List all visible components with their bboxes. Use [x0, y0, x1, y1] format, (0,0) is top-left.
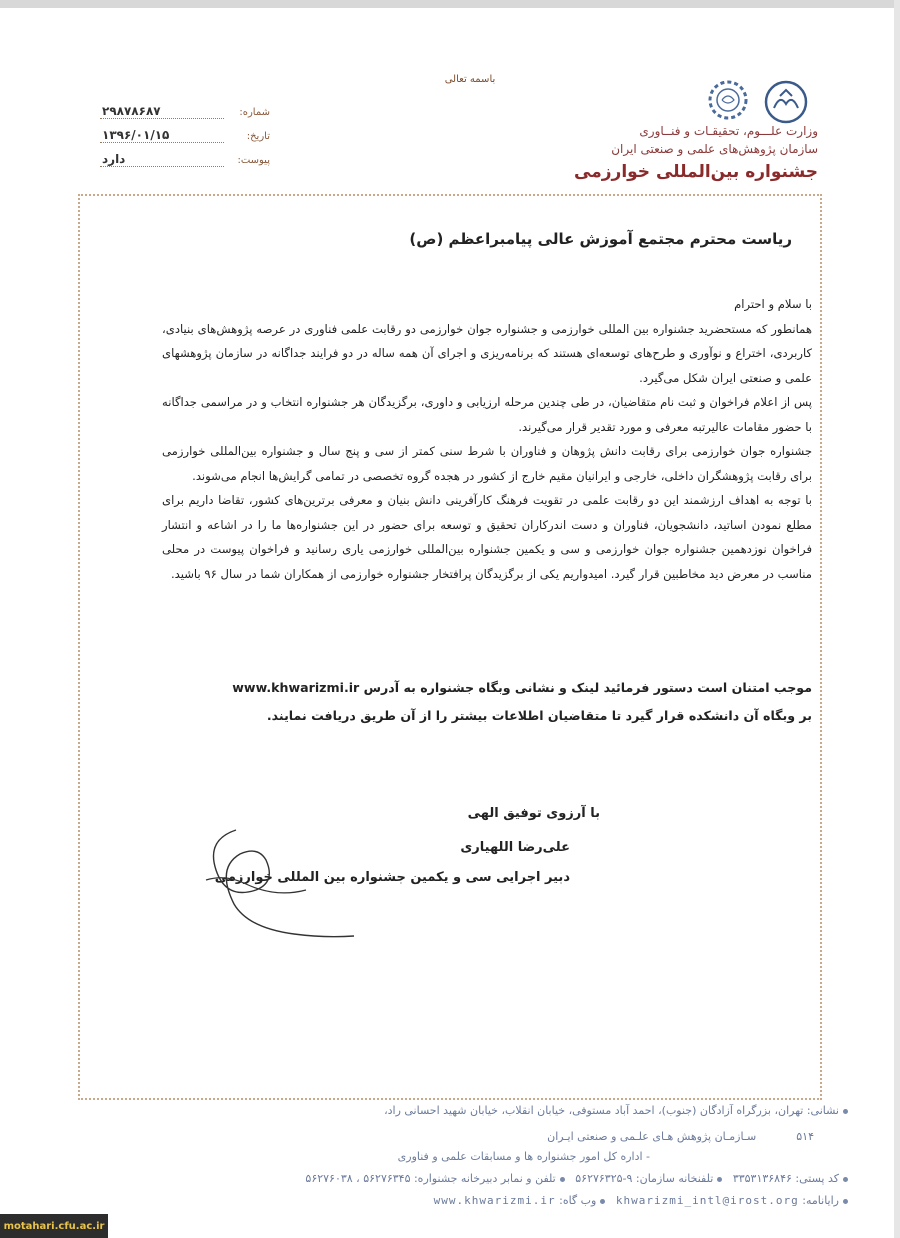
- greeting: با سلام و احترام: [734, 297, 812, 311]
- paragraph-2: پس از اعلام فراخوان و ثبت نام متقاضیان، در طی چندین مرحله ارزیابی و داوری، برگزیدگان هر جشنواره انتخاب و در مراسمی جداگانه با حضور مقامات عالیرتبه معرفی و مورد تقدیر قرار می‌گیرند.: [162, 395, 812, 434]
- festival-name: جشنواره بین‌المللی خوارزمی: [574, 162, 818, 182]
- number-value: ۲۹۸۷۸۶۸۷: [100, 104, 224, 119]
- request-line-1: موجب امتنان است دستور فرمائید لینک و نشانی وبگاه جشنواره به آدرس www.khwarizmi.ir: [232, 680, 812, 695]
- closing-line: با آرزوی توفیق الهی: [467, 806, 600, 821]
- address-line: نشانی: تهران، بزرگراه آزادگان (جنوب)، احمد آباد مستوفی، خیابان انقلاب، خیابان شهید احسانی راد،: [384, 1104, 848, 1117]
- request-paragraph: [152, 674, 812, 730]
- letter-body: [162, 292, 812, 586]
- bullet-icon: [843, 1109, 848, 1114]
- bullet-icon: [717, 1177, 722, 1182]
- date-value: ۱۳۹۶/۰۱/۱۵: [100, 128, 224, 143]
- scan-top-edge: [0, 0, 900, 8]
- bismillah-heading: باسمه تعالی: [444, 74, 496, 85]
- cogwheel-logo-icon: [710, 82, 746, 118]
- request-line-2: بر وبگاه آن دانشکده قرار گیرد تا متقاضیان اطلاعات بیشتر را از آن طریق دریافت نمایند.: [266, 708, 812, 723]
- scan-right-edge: [894, 0, 900, 1238]
- attachment-row: [100, 152, 270, 176]
- bullet-icon: [843, 1177, 848, 1182]
- attachment-value: دارد: [100, 152, 224, 167]
- email-web-line: رایانامه: khwarizmi_intl@irost.org وب گاه: www.khwarizmi.ir: [434, 1194, 848, 1207]
- address-continued: ۵۱۴سـازمـان پژوهش هـای علـمی و صنعتی ایـران: [547, 1130, 814, 1143]
- signer-title: دبیر اجرایی سی و یکمین جشنواره بین المللی خوارزمی: [214, 870, 570, 885]
- paragraph-4: با توجه به اهداف ارزشمند این دو رقابت علمی در تقویت فرهنگ کارآفرینی دانش بنیان و معرفی برترین‌های کشور، تقاضا داریم برای مطلع نمودن اساتید، دانشجویان، فناوران و دست اندرکاران تحقیق و توسعه برای حضور در این جشنواره‌ها ما را در اشاعه و انتشار فراخوان نوزدهمین جشنواره جوان خوارزمی و سی و یکمین جشنواره بین‌المللی خوارزمی یاری رسانید و فراخوان پیوست در محلی مناسب در معرض دید مخاطبین قرار گیرد. امیدواریم یکی از برگزیدگان پرافتخار جشنواره خوارزمی از همکاران شما در سال ۹۶ باشید.: [162, 493, 812, 581]
- bullet-icon: [600, 1199, 605, 1204]
- bullet-icon: [843, 1199, 848, 1204]
- number-label: شماره:: [239, 107, 270, 118]
- recipient-line: ریاست محترم مجتمع آموزش عالی پیامبراعظم (ص): [409, 230, 792, 248]
- number-row: [100, 104, 270, 128]
- contact-line: کد پستی: ۳۳۵۳۱۳۶۸۴۶ تلفنخانه سازمان: ۹-۵۶۲۷۶۳۲۵ تلفن و نمابر دبیرخانه جشنواره: ۵۶۲۷۶۳۴۵ ، ۵۶۲۷۶۰۳۸: [305, 1172, 848, 1185]
- ministry-name: وزارت علـــوم، تحقیقـات و فنــاوری: [639, 124, 818, 138]
- website-link[interactable]: www.khwarizmi.ir: [433, 1194, 556, 1207]
- letter-metadata: [100, 104, 270, 176]
- department-line: - اداره کل امور جشنواره ها و مسابقات علمی و فناوری: [397, 1150, 650, 1163]
- date-row: [100, 128, 270, 152]
- bullet-icon: [560, 1177, 565, 1182]
- site-watermark: motahari.cfu.ac.ir: [0, 1214, 108, 1238]
- paragraph-3: جشنواره جوان خوارزمی برای رقابت دانش پژوهان و فناوران با شرط سنی کمتر از سی و پنج سال و جشنواره بین‌المللی خوارزمی برای رقابت پژوهشگران داخلی، خارجی و ایرانیان مقیم خارج از کشور در هجده گروه تخصصی در تمامی گرایش‌ها انجام می‌شوند.: [162, 444, 812, 483]
- organization-block: [518, 124, 818, 182]
- handwritten-signature: [176, 820, 356, 940]
- signer-name: علی‌رضا اللهیاری: [460, 840, 570, 855]
- hands-emblem-logo-icon: [766, 82, 806, 122]
- paragraph-1: همانطور که مستحضرید جشنواره بین المللی خوارزمی و جشنواره جوان خوارزمی دو رقابت علمی فناوری در عرصه پژوهش‌های بنیادی، کاربردی، اختراع و نوآوری و طرح‌های توسعه‌ای هستند که برنامه‌ریزی و اجرای آن همه ساله در دو فرایند جداگانه در سازمان پژوهشهای علمی و صنعتی ایران شکل می‌گیرد.: [162, 321, 812, 385]
- organization-name: سازمان پژوهش‌های علمی و صنعتی ایران: [611, 142, 818, 156]
- attachment-label: پیوست:: [237, 155, 270, 166]
- email-link[interactable]: khwarizmi_intl@irost.org: [615, 1194, 799, 1207]
- date-label: تاریخ:: [246, 131, 270, 142]
